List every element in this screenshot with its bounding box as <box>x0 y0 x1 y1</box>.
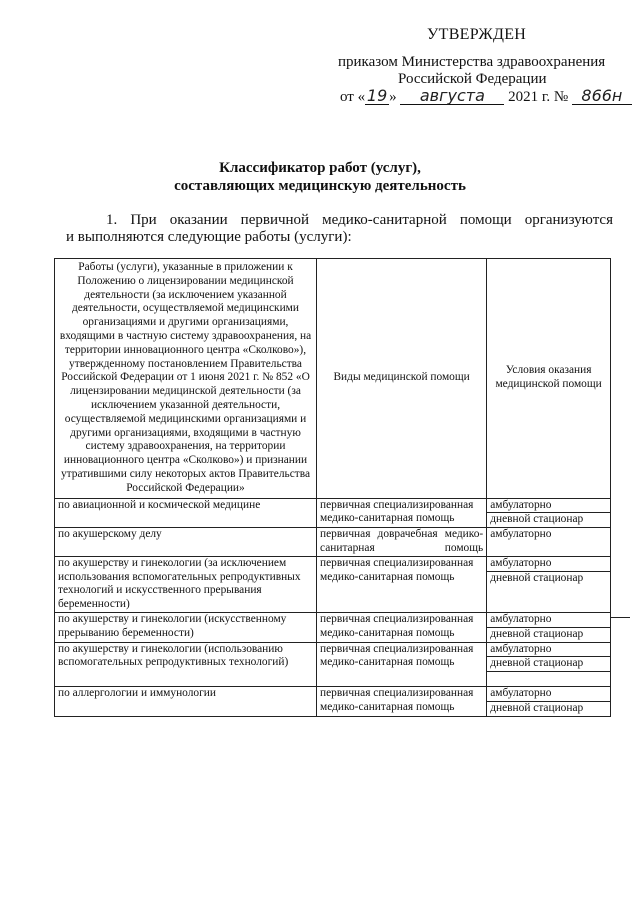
condition-item: дневной стационар <box>490 513 584 526</box>
handwritten-month: августа <box>400 88 504 105</box>
approval-order-line: приказом Министерства здравоохранения <box>338 54 606 70</box>
table-header-row <box>55 259 611 499</box>
intro-line-2: и выполняются следующие работы (услуги): <box>66 229 352 245</box>
conditions-cell <box>487 642 611 686</box>
title-line-1: Классификатор работ (услуг), <box>219 160 421 176</box>
condition-item: амбулаторно <box>487 499 610 514</box>
kind-cell: первичная специализированная медико-санитарная помощь <box>317 498 487 528</box>
work-cell: по акушерству и гинекологии (использованию вспомогательных репродуктивных технологий) <box>55 642 317 686</box>
table-row <box>55 612 611 642</box>
condition-item <box>487 672 610 686</box>
condition-item: дневной стационар <box>490 627 584 640</box>
kind-text: первичная доврачебная медико-санитарная помощь <box>320 528 484 554</box>
table-row <box>55 528 611 557</box>
table-row <box>55 556 611 612</box>
work-cell: по авиационной и космической медицине <box>55 498 317 528</box>
condition-item: амбулаторно <box>487 643 610 658</box>
date-mid: » <box>389 89 397 105</box>
conditions-cell <box>487 556 611 612</box>
date-year: 2021 г. № <box>508 89 569 105</box>
work-cell: по акушерству и гинекологии (за исключением использования вспомогательных репродуктивных технологий и искусственного прерывания беременности) <box>55 556 317 612</box>
date-prefix: от « <box>340 89 366 105</box>
condition-item: дневной стационар <box>487 657 610 672</box>
work-cell: по акушерству и гинекологии (искусственному прерыванию беременности) <box>55 612 317 642</box>
approval-date-line <box>340 88 630 106</box>
handwritten-day: 19 <box>366 86 388 105</box>
conditions-cell <box>487 528 611 557</box>
title-line-2: составляющих медицинскую деятельность <box>174 178 466 194</box>
table-row <box>55 642 611 686</box>
approved-heading: УТВЕРЖДЕН <box>427 26 527 43</box>
classifier-table <box>54 258 611 717</box>
kind-cell: первичная специализированная медико-санитарная помощь <box>317 642 487 686</box>
intro-line-1: 1. При оказании первичной медико-санитарной помощи организуются <box>106 212 613 228</box>
approval-ministry-line: Российской Федерации <box>398 71 547 87</box>
condition-item: амбулаторно <box>490 528 552 541</box>
kind-cell: первичная специализированная медико-санитарная помощь <box>317 612 487 642</box>
kind-cell <box>317 528 487 557</box>
work-cell: по аллергологии и иммунологии <box>55 686 317 716</box>
conditions-cell <box>487 612 611 642</box>
document-title <box>0 159 640 195</box>
kind-cell: первичная специализированная медико-санитарная помощь <box>317 556 487 612</box>
table-row <box>55 498 611 528</box>
condition-item: дневной стационар <box>490 701 584 714</box>
condition-item: амбулаторно <box>487 687 610 702</box>
header-kinds: Виды медицинской помощи <box>317 259 487 499</box>
table-row <box>55 686 611 716</box>
kind-cell: первичная специализированная медико-санитарная помощь <box>317 686 487 716</box>
condition-item: дневной стационар <box>490 571 584 584</box>
handwritten-order-number: 866н <box>572 88 632 105</box>
condition-item: амбулаторно <box>487 557 610 572</box>
header-conditions: Условия оказания медицинской помощи <box>487 259 611 499</box>
header-works: Работы (услуги), указанные в приложении к Положению о лицензировании медицинской деятельности (за исключением указанной деятельности, осуществляемой медицинскими организациями и другими организациями, входящими в частную систему здравоохранения, на территории инновационного центра «Сколково»), утвержденному постановлением Правительства Российской Федерации от 1 июня 2021 г. № 852 «О лицензировании медицинской деятельности (за исключением указанной деятельности, осуществляемой медицинскими организациями и другими организациями, входящими в частную систему здравоохранения, на территории инновационного центра «Сколково») и признании утратившими силу некоторых актов Правительства Российской Федерации» <box>55 259 317 499</box>
work-cell: по акушерскому делу <box>55 528 317 557</box>
conditions-cell <box>487 686 611 716</box>
conditions-cell <box>487 498 611 528</box>
scan-artifact-line <box>611 617 630 618</box>
condition-item: амбулаторно <box>487 613 610 628</box>
intro-paragraph <box>66 212 613 246</box>
